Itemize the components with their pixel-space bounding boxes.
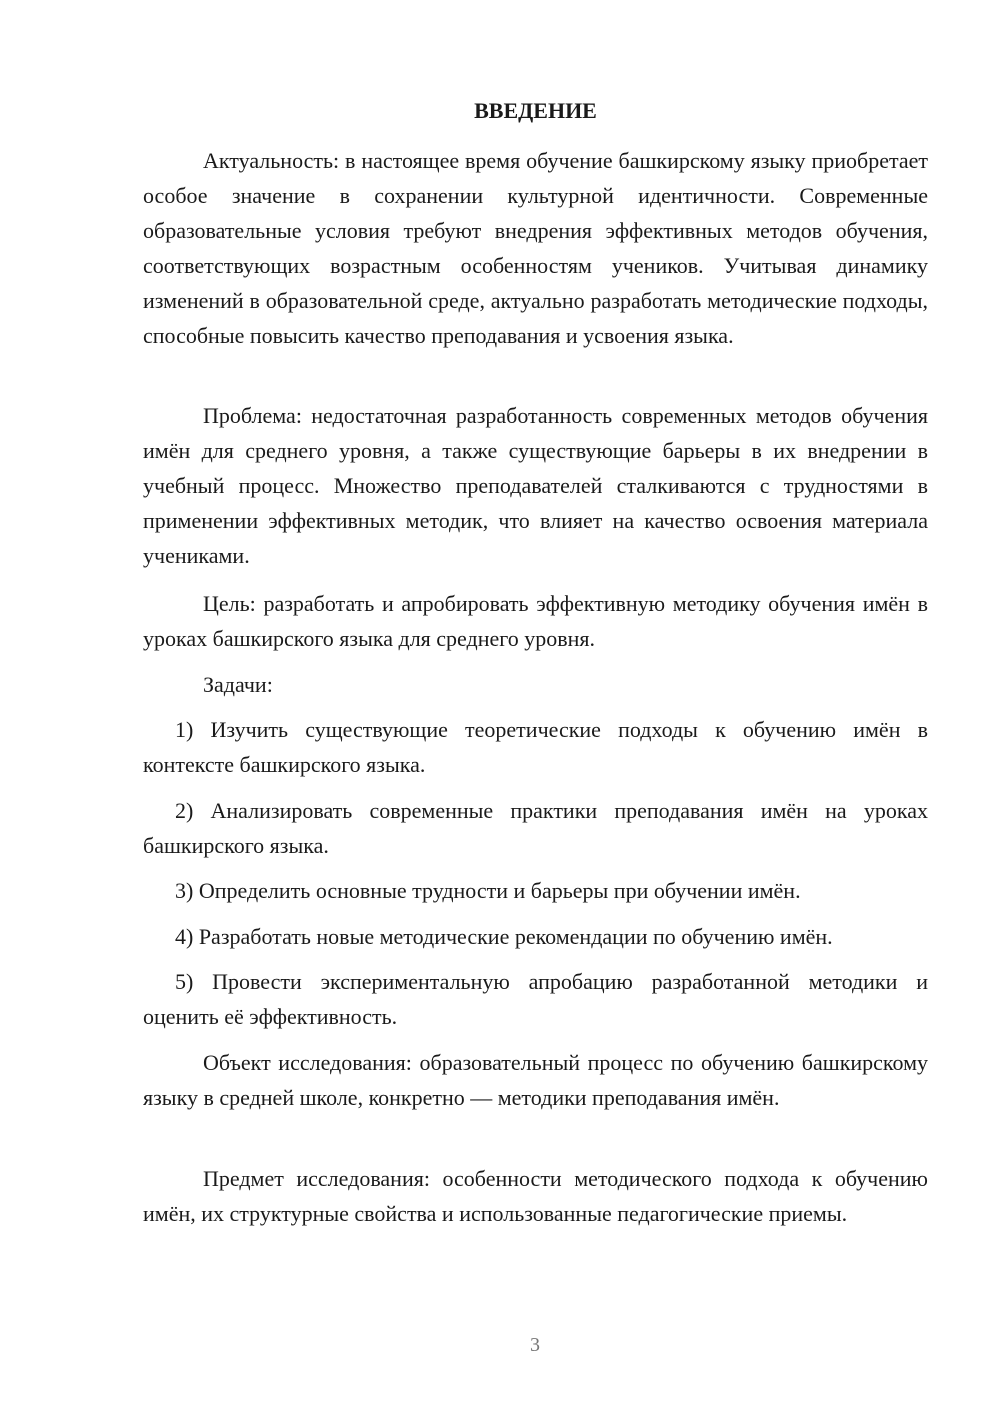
- page-title: ВВЕДЕНИЕ: [474, 98, 597, 123]
- problem-paragraph: Проблема: недостаточная разработанность современных методов обучения имён для среднего уровня, а также существующие барьеры в их внедрении в учебный процесс. Множество преподавателей сталкиваются с трудностями в применении эффективных методик, что влияет на качество освоения материала учениками.: [143, 403, 928, 568]
- task-item-5: 5) Провести экспериментальную апробацию разработанной методики и оценить её эффективность.: [143, 969, 928, 1029]
- task-item-1: 1) Изучить существующие теоретические подходы к обучению имён в контексте башкирского языка.: [143, 717, 928, 777]
- task-item-4: 4) Разработать новые методические рекомендации по обучению имён.: [175, 924, 833, 949]
- page-number: 3: [530, 1334, 540, 1356]
- subject-paragraph: Предмет исследования: особенности методического подхода к обучению имён, их структурные свойства и использованные педагогические приемы.: [143, 1166, 928, 1226]
- task-item-2: 2) Анализировать современные практики преподавания имён на уроках башкирского языка.: [143, 798, 928, 858]
- goal-paragraph: Цель: разработать и апробировать эффективную методику обучения имён в уроках башкирского языка для среднего уровня.: [143, 591, 928, 651]
- object-paragraph: Объект исследования: образовательный процесс по обучению башкирскому языку в средней школе, конкретно — методики преподавания имён.: [143, 1050, 928, 1110]
- tasks-heading: Задачи:: [203, 672, 273, 697]
- relevance-paragraph: Актуальность: в настоящее время обучение башкирскому языку приобретает особое значение в сохранении культурной идентичности. Современные образовательные условия требуют внедрения эффективных методов обучения, соответствующих возрастным особенностям учеников. Учитывая динамику изменений в образовательной среде, актуально разработать методические подходы, способные повысить качество преподавания и усвоения языка.: [143, 148, 928, 348]
- task-item-3: 3) Определить основные трудности и барьеры при обучении имён.: [175, 878, 801, 903]
